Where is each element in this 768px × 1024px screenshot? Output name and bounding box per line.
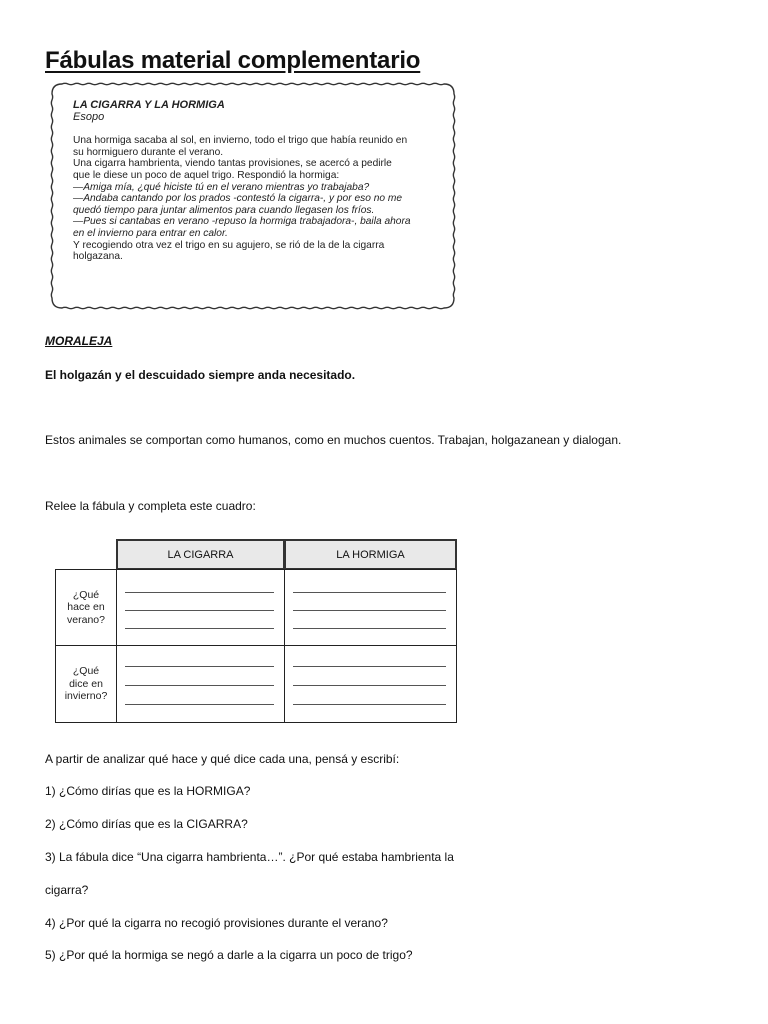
question-item: cigarra? xyxy=(45,883,89,897)
question-item: 1) ¿Cómo dirías que es la HORMIGA? xyxy=(45,784,251,798)
fable-line: en el invierno para entrar en calor. xyxy=(73,227,228,239)
row-label-verano xyxy=(55,569,117,646)
moral-text: El holgazán y el descuidado siempre anda necesitado. xyxy=(45,368,356,382)
intro-paragraph: Estos animales se comportan como humanos, como en muchos cuentos. Trabajan, holgazanean y dialogan. xyxy=(45,433,622,447)
fable-body xyxy=(73,135,437,263)
header-cigarra: LA CIGARRA xyxy=(116,539,285,570)
answer-cell-cigarra-verano[interactable] xyxy=(116,569,285,646)
row-label-invierno xyxy=(55,645,117,723)
row-label-line: hace en xyxy=(67,601,105,614)
fable-line: —Andaba cantando por los prados -contestó la cigarra-, y por eso no me xyxy=(73,193,403,205)
fable-line: —Pues si cantabas en verano -repuso la hormiga trabajadora-, baila ahora xyxy=(73,216,411,228)
page-title: Fábulas material complementario xyxy=(45,47,421,74)
instruction-paragraph: Relee la fábula y completa este cuadro: xyxy=(45,499,256,513)
answer-cell-cigarra-invierno[interactable] xyxy=(116,645,285,723)
fable-line: Una hormiga sacaba al sol, en invierno, todo el trigo que había reunido en xyxy=(73,135,408,147)
fable-line: quedó tiempo para juntar alimentos para cuando llegasen los fríos. xyxy=(73,204,375,216)
question-item: 3) La fábula dice “Una cigarra hambrienta…”. ¿Por qué estaba hambrienta la xyxy=(45,850,454,864)
fable-line: Y recogiendo otra vez el trigo en su agujero, se rió de la de la cigarra xyxy=(73,239,385,251)
question-intro: A partir de analizar qué hace y qué dice cada una, pensá y escribí: xyxy=(45,752,400,766)
question-item: 4) ¿Por qué la cigarra no recogió provisiones durante el verano? xyxy=(45,916,388,930)
row-label-line: ¿Qué xyxy=(72,588,100,601)
header-hormiga: LA HORMIGA xyxy=(284,539,457,570)
fable-text xyxy=(73,100,437,263)
fable-heading: LA CIGARRA Y LA HORMIGA xyxy=(73,99,225,111)
fable-line: que le diese un poco de aquel trigo. Respondió la hormiga: xyxy=(73,169,340,181)
fable-line: Una cigarra hambrienta, viendo tantas provisiones, se acercó a pedirle xyxy=(73,158,392,170)
fable-line: holgazana. xyxy=(73,251,123,263)
answer-cell-hormiga-verano[interactable] xyxy=(284,569,457,646)
moraleja-label: MORALEJA xyxy=(45,334,113,348)
question-item: 2) ¿Cómo dirías que es la CIGARRA? xyxy=(45,817,248,831)
fable-line: —Amiga mía, ¿qué hiciste tú en el verano mientras yo trabajaba? xyxy=(73,181,370,193)
row-label-line: ¿Qué xyxy=(72,665,100,678)
question-item: 5) ¿Por qué la hormiga se negó a darle a la cigarra un poco de trigo? xyxy=(45,948,413,962)
fable-author: Esopo xyxy=(73,110,105,123)
comparison-table xyxy=(55,539,457,723)
row-label-line: verano? xyxy=(67,613,105,626)
row-label-line: invierno? xyxy=(64,690,108,703)
fable-box xyxy=(48,80,458,312)
fable-line: su hormiguero durante el verano. xyxy=(73,146,224,158)
row-label-line: dice en xyxy=(69,677,103,690)
answer-cell-hormiga-invierno[interactable] xyxy=(284,645,457,723)
